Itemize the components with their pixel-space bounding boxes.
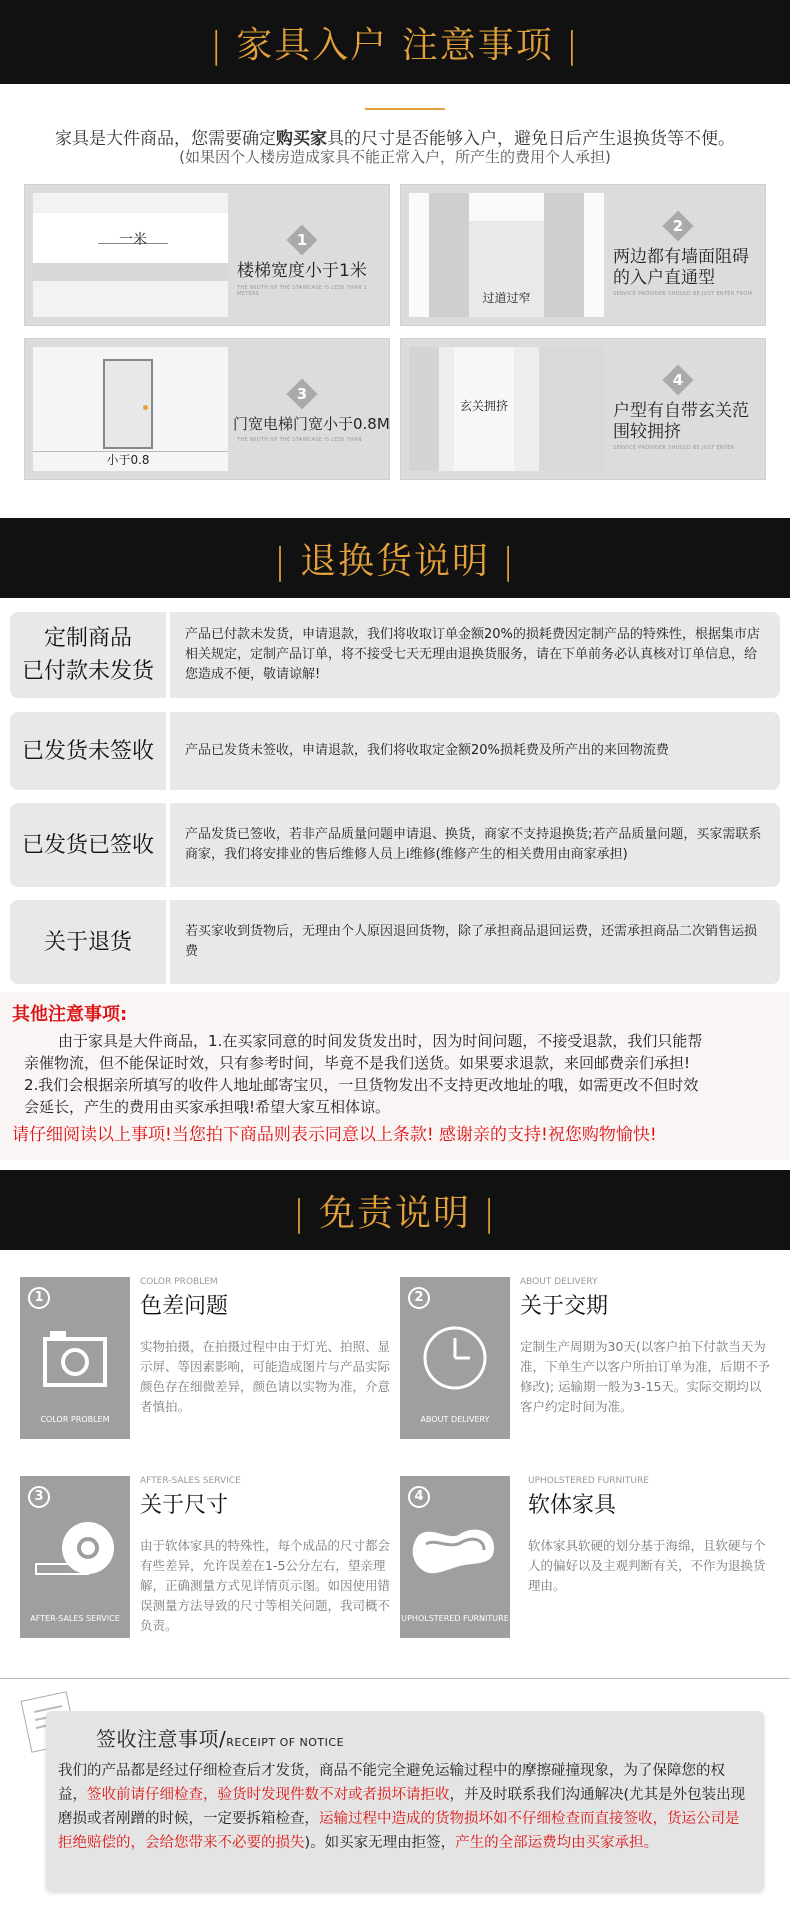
- disclaimer-icon-box: [20, 1277, 130, 1439]
- return-text: 产品发货已签收，若非产品质量问题申请退、换货，商家不支持退换货;若产品质量问题，买家需联系商家，我们将安排业的售后维修人员上i维修(维修产生的相关费用由商家承担): [185, 826, 762, 862]
- banner-returns: [0, 518, 790, 598]
- receipt-body: 我们的产品都是经过仔细检查后才发货，商品不能完全避免运输过程中的摩擦碰撞现象，为了保障您的权益，签收前请仔细检查，验货时发现件数不对或者损坏请拒收，并及时联系我们沟通解决(尤其是外包装出现磨损或者剐蹭的时候，一定要拆箱检查，运输过程中造成的货物损坏如不仔细检查而直接签收，货运公司是拒绝赔偿的，会给您带来不必要的损失)。如买家无理由拒签，产生的全部运费均由买家承担。: [58, 1763, 746, 1851]
- disclaimer-text: 实物拍摄，在拍摄过程中由于灯光、拍照、显示屏、等因素影响，可能造成图片与产品实际颜色存在细微差异，颜色请以实物为准，介意者慎拍。: [140, 1339, 391, 1414]
- number-badge: 4: [408, 1486, 430, 1508]
- disclaimer-icon-box: [20, 1476, 130, 1638]
- entry-card-2: [400, 184, 766, 326]
- receipt-title: 签收注意事项/RECEIPT OF NOTICE: [96, 1727, 345, 1751]
- camera-icon: [42, 1329, 108, 1389]
- disclaimer-card-upholstered: [400, 1476, 770, 1641]
- disclaimer-icon-box: [400, 1277, 510, 1439]
- door-illustration: [33, 347, 228, 471]
- other-note-line: 由于家具是大件商品，1.在买家同意的时间发货发出时，因为时间问题，不接受退款，我们只能帮: [58, 1032, 703, 1050]
- card-title: 门宽电梯门宽小于0.8M: [233, 415, 390, 433]
- card-subtitle: SERVICE PROVIDER SHOULD BE JUST ENTER FROM: [613, 291, 753, 297]
- tape-measure-icon: [34, 1518, 118, 1582]
- disclaimer-text: 软体家具软硬的划分基于海绵，且软硬与个人的偏好以及主观判断有关，不作为退换货理由。: [528, 1538, 766, 1593]
- icon-caption: AFTER-SALES SERVICE: [30, 1614, 120, 1623]
- return-row-shipped-unsigned: [10, 712, 780, 790]
- entry-card-1: [24, 184, 390, 326]
- intro-note: (如果因个人楼房造成家具不能正常入户，所产生的费用个人承担): [179, 148, 611, 166]
- card-title: 户型有自带玄关范围较拥挤: [613, 401, 749, 443]
- pic-label: 玄关拥挤: [459, 399, 508, 413]
- disclaimer-card-size: [20, 1476, 390, 1641]
- return-text: 若买家收到货物后，无理由个人原因退回货物，除了承担商品退回运费，还需承担商品二次销售运损费: [185, 923, 758, 959]
- icon-caption: ABOUT DELIVERY: [420, 1415, 490, 1424]
- disclaimer-en: COLOR PROBLEM: [140, 1277, 218, 1287]
- number-badge: 2: [408, 1287, 430, 1309]
- receipt-notice: [46, 1711, 764, 1891]
- card-title: 两边都有墙面阻碍的入户直通型: [613, 247, 749, 289]
- return-label: 已发货已签收: [10, 803, 170, 887]
- disclaimer-card-color: [20, 1277, 390, 1442]
- return-label: 已发货未签收: [10, 712, 170, 790]
- pic-label: 过道过窄: [482, 291, 531, 305]
- hallway-illustration: [409, 347, 604, 471]
- number-label: 1: [296, 231, 308, 249]
- return-text: 产品已付款未发货，申请退款，我们将收取订单金额20%的损耗费因定制产品的特殊性，根据集市店相关规定，定制产品订单，将不接受七天无理由退换货服务，请在下单前务必认真核对订单信息，给您造成不便，敬请谅解!: [185, 626, 760, 683]
- number-label: 4: [672, 371, 684, 389]
- banner-title: | 家具入户 注意事项 |: [210, 24, 580, 66]
- disclaimer-text: 定制生产周期为30天(以客户拍下付款当天为准，下单生产以客户所拍订单为准，后期不予修改); 运输期一般为3-15天。实际交期均以客户约定时间为准。: [520, 1339, 771, 1414]
- return-row-custom: [10, 612, 780, 698]
- entry-card-3: [24, 338, 390, 480]
- corridor-illustration: [409, 193, 604, 317]
- number-label: 3: [296, 385, 308, 403]
- sofa-cushion-icon: [410, 1522, 500, 1582]
- other-notes: [0, 992, 790, 1160]
- disclaimer-icon-box: [400, 1476, 510, 1638]
- entry-card-4: [400, 338, 766, 480]
- banner-title: | 退换货说明 |: [273, 540, 517, 582]
- return-text: 产品已发货未签收，申请退款，我们将收取定金额20%损耗费及所产出的来回物流费: [185, 742, 669, 758]
- intro-line: 家具是大件商品，您需要确定购买家具的尺寸是否能够入户，避免日后产生退换货等不便。: [55, 129, 735, 149]
- number-badge: 3: [28, 1486, 50, 1508]
- disclaimer-text: 由于软体家具的特殊性，每个成品的尺寸都会有些差异，允许误差在1-5公分左右，望亲理解，正确测量方式见详情页示图。如因使用错误测量方法导致的尺寸等相关问题，我司概不负责。: [140, 1538, 391, 1633]
- other-note-line: 2.我们会根据亲所填写的收件人地址邮寄宝贝，一旦货物发出不支持更改地址的哦，如需更改不但时效: [24, 1076, 699, 1094]
- return-label: 关于退货: [10, 900, 170, 984]
- banner-entry: [0, 0, 790, 84]
- disclaimer-title: 色差问题: [140, 1294, 229, 1319]
- disclaimer-en: UPHOLSTERED FURNITURE: [528, 1476, 649, 1486]
- disclaimer-title: 关于交期: [520, 1294, 609, 1319]
- other-note-line: 亲催物流，但不能保证时效，只有参考时间，毕竟不是我们送货。如果要求退款，来回邮费亲们承担!: [24, 1054, 691, 1072]
- icon-caption: COLOR PROBLEM: [40, 1415, 110, 1424]
- other-note-line: 会延长，产生的费用由买家承担哦!希望大家互相体谅。: [24, 1098, 391, 1116]
- disclaimer-en: AFTER-SALES SERVICE: [140, 1476, 241, 1486]
- banner-disclaimer: [0, 1170, 790, 1250]
- card-subtitle: SERVICE PROVIDER SHOULD BE JUST ENTER: [613, 445, 735, 451]
- disclaimer-card-delivery: [400, 1277, 770, 1442]
- pic-label: 一米: [119, 232, 147, 248]
- card-title: 楼梯宽度小于1米: [237, 261, 367, 281]
- clock-icon: [420, 1323, 490, 1393]
- number-badge: 1: [28, 1287, 50, 1309]
- stair-illustration: [33, 193, 228, 317]
- card-subtitle: THE WIDTH OF THE STAIRCASE IS LESS THAN: [237, 437, 362, 443]
- number-label: 2: [672, 217, 684, 235]
- return-row-about: [10, 900, 780, 984]
- icon-caption: UPHOLSTERED FURNITURE: [401, 1614, 509, 1623]
- warning-text: 请仔细阅读以上事项!当您拍下商品则表示同意以上条款! 感谢亲的支持!祝您购物愉快!: [12, 1125, 657, 1145]
- section-divider: [0, 1678, 790, 1679]
- disclaimer-title: 软体家具: [528, 1493, 617, 1518]
- return-row-shipped-signed: [10, 803, 780, 887]
- return-label: 定制商品 已付款未发货: [10, 612, 170, 698]
- other-notes-title: 其他注意事项:: [12, 1004, 128, 1025]
- disclaimer-en: ABOUT DELIVERY: [520, 1277, 598, 1287]
- disclaimer-title: 关于尺寸: [140, 1493, 229, 1518]
- banner-title: | 免责说明 |: [292, 1192, 498, 1234]
- pic-label: 小于0.8: [106, 453, 150, 467]
- gold-divider: [365, 108, 445, 110]
- card-subtitle: THE WIDTH OF THE STAIRCASE IS LESS THAN 1 METERS: [237, 285, 368, 297]
